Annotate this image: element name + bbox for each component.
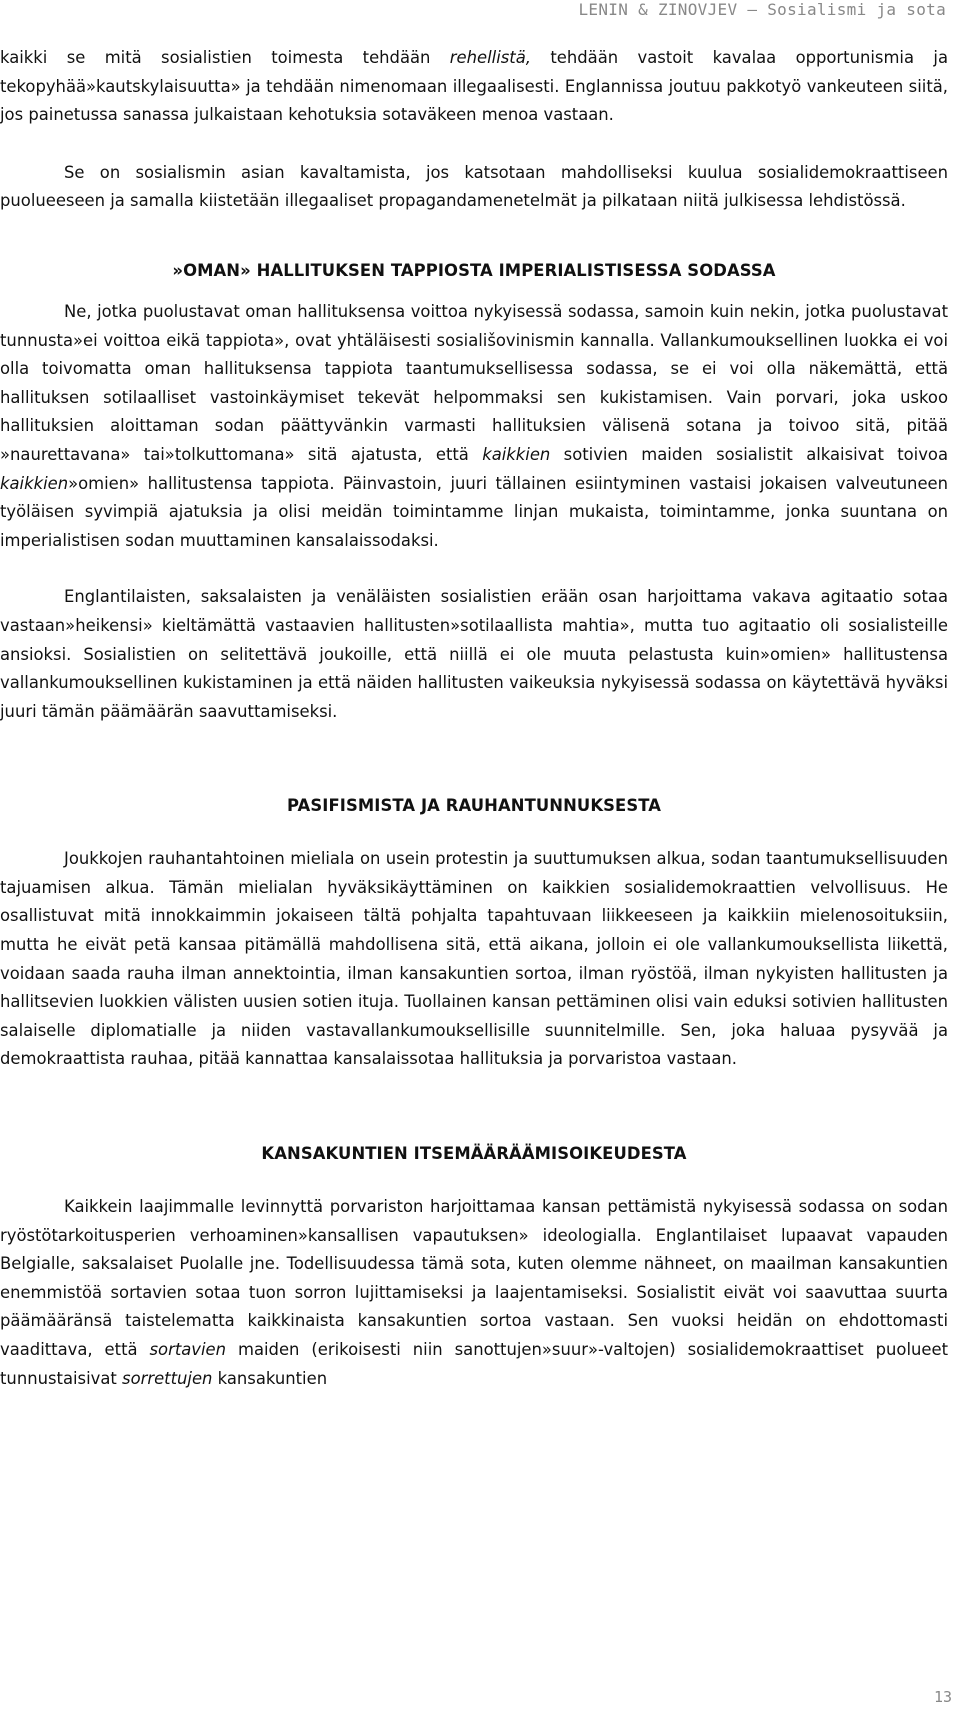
- paragraph-nations: [0, 1193, 948, 1393]
- text-run: Kaikkein laajimmalle levinnyttä porvariston harjoittamaa kansan pettämistä nykyisessä sodassa on sodan ryöstötarkoitusperien verhoaminen»kansallisen vapautuksen» ideologialla. Englantilaiset lupaavat vapauden Belgialle, saksalaiset Puolalle jne. Todellisuudessa tämä sota, kuten olemme nähneet, on maailman kansakuntien enemmistöä sortavien sotaa tuon sorron lujittamiseksi ja laajentamiseksi. Sosialistit eivät voi saavuttaa suurta päämääränsä taistelematta kaikkinaista kansakuntien sortoa vastaan. Sen vuoksi heidän on ehdottomasti vaadittava, että: [0, 1197, 948, 1359]
- paragraph-agitation: Englantilaisten, saksalaisten ja venäläisten sosialistien erään osan harjoittama vakava agitaatio sotaa vastaan»heikensi» kieltämättä vastaavien hallitusten»sotilaallista mahtia», mutta tuo agitaatio oli sosialisteille ansioksi. Sosialistien on selitettävä joukoille, että niillä ei ole muuta pelastusta kuin»omien» hallitustensa vallankumouksellinen kukistaminen ja että näiden hallitusten vaikeuksia nykyisessä sodassa on käytettävä hyväksi juuri tämän päämäärän saavuttamiseksi.: [0, 587, 948, 721]
- text-run: sotivien maiden sosialistit alkaisivat toivoa: [550, 444, 948, 464]
- text-run: tehdään vastoit kavalaa opportunismia ja tekopyhää»kautskylaisuutta» ja tehdään nimenomaan illegaalisesti. Englannissa joutuu pakkotyö vankeuteen siitä, jos painetussa sanassa julkaistaan kehotuksia sotaväkeen menoa vastaan.: [0, 48, 948, 125]
- text-run: maiden (erikoisesti niin sanottujen»suur»-valtojen) sosialidemokraattiset puolueet tunnustaisivat: [0, 1340, 948, 1388]
- page-number: 13: [933, 1688, 952, 1706]
- emphasis-text: sortavien: [149, 1340, 227, 1359]
- emphasis-text: kaikkien: [0, 473, 69, 493]
- document-body: [0, 44, 948, 1393]
- paragraph-betrayal: Se on sosialismin asian kavaltamista, jos katsotaan mahdolliseksi kuulua sosialidemokraattiseen puolueeseen ja samalla kiistetään illegaaliset propagandamenetelmät ja pilkataan niitä julkisessa lehdistössä.: [0, 162, 948, 211]
- paragraph-peace: Joukkojen rauhantahtoinen mieliala on usein protestin ja suuttumuksen alkua, sodan taantumuksellisuuden tajuamisen alkua. Tämän mielialan hyväksikäyttäminen on kaikkien sosialidemokraattien velvollisuus. He osallistuvat mitä innokkaimmin jokaiseen tältä pohjalta tapahtuvaan liikkeeseen ja kaikkiin mielenosoituksiin, mutta he eivät petä kansaa pitämällä mahdollisena sitä, että aikana, jolloin ei ole vallankumouksellista liikettä, voidaan saada rauha ilman annektointia, ilman kansakuntien sortoa, ilman ryöstöä, ilman nykyisten hallitusten ja hallitsevien luokkien välisten uusien sotien ituja. Tuollainen kansan pettäminen olisi vain eduksi sotivien hallitusten salaiselle diplomatialle ja niiden vastavallankumouksellisille suunnitelmille. Sen, joka haluaa pysyvää ja demokraattista rauhaa, pitää kannattaa kansalaissotaa hallituksia ja porvaristoa vastaan.: [0, 849, 948, 1069]
- text-run: kansakuntien: [212, 1368, 328, 1388]
- text-run: »omien» hallitustensa tappiota. Päinvastoin, juuri tällainen esiintyminen vastaisi jokaisen valveutuneen työläisen syvimpiä ajatuksia ja olisi meidän toimintamme linjan mukaista, toimintamme, jonka suuntana on imperialistisen sodan muuttaminen kansalaissodaksi.: [0, 473, 948, 550]
- text-run: kaikki se mitä sosialistien toimesta tehdään: [0, 48, 450, 67]
- emphasis-text: rehellistä,: [449, 48, 531, 67]
- text-run: Ne, jotka puolustavat oman hallituksensa voittoa nykyisessä sodassa, samoin kuin nekin, jotka puolustavat tunnusta»ei voittoa eikä tappiota», ovat yhtäläisesti sosiališovinismin kannalla. Vallankumouksellinen luokka ei voi olla toivomatta oman hallituksensa tappiota taantumuksellisessa sodassa, se ei voi olla näkemättä, että hallituksen sotilaalliset vastoinkäymiset tekevät helpommaksi sen kukistamisen. Vain porvari, joka uskoo hallituksien aloittaman sodan päättyvänkin varmasti hallituksien välisenä sotana ja toivoo sitä, pitää »naurettavana» tai»tolkuttomana» sitä ajatusta, että: [0, 301, 948, 464]
- running-header: LENIN & ZINOVJEV – Sosialismi ja sota: [578, 0, 946, 19]
- section-heading-self-determination: KANSAKUNTIEN ITSEMÄÄRÄÄMISOIKEUDESTA: [261, 1144, 687, 1164]
- section-heading-own-government: »OMAN» HALLITUKSEN TAPPIOSTA IMPERIALISTISESSA SODASSA: [172, 260, 776, 280]
- section-heading-pacifism: PASIFISMISTA JA RAUHANTUNNUKSESTA: [286, 796, 662, 816]
- paragraph-continuation: [0, 44, 948, 130]
- paragraph-defeat: [0, 298, 948, 555]
- emphasis-text: kaikkien: [482, 444, 551, 464]
- emphasis-text: sorrettujen: [122, 1368, 213, 1388]
